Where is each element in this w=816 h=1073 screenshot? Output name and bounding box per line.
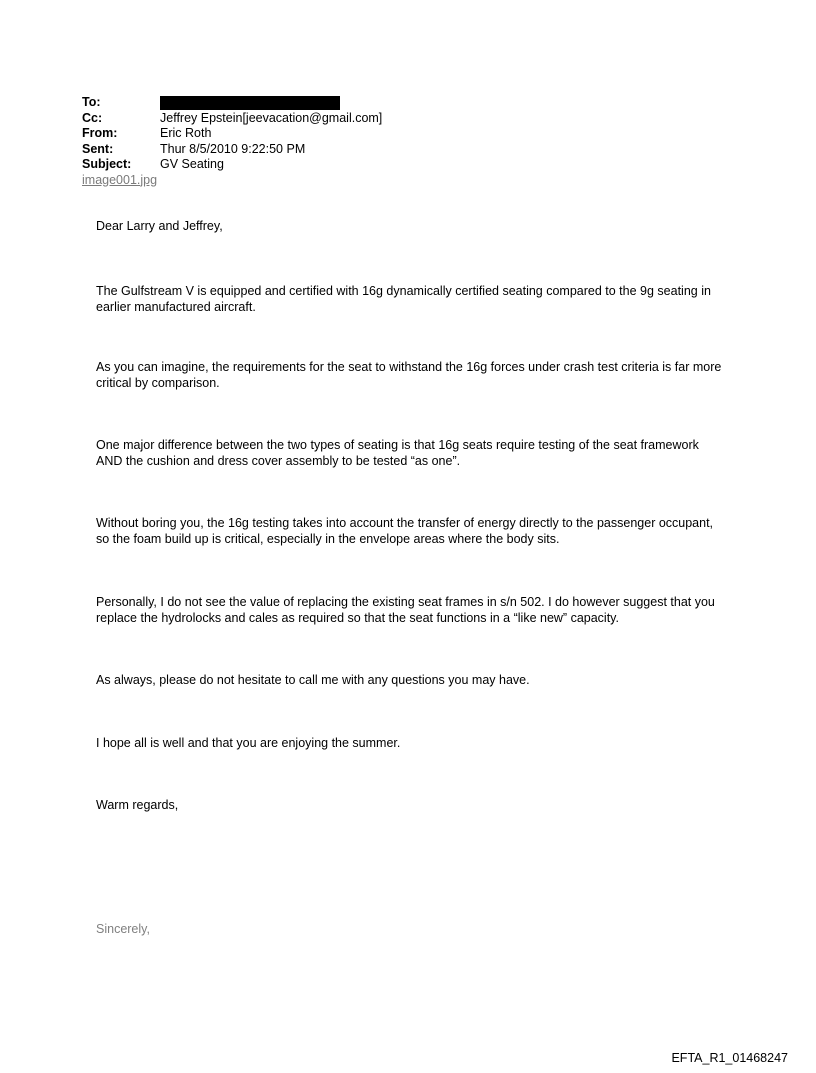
subject-value: GV Seating (160, 157, 224, 171)
subject-row (82, 157, 382, 173)
sent-label: Sent: (82, 141, 114, 156)
attachment-row (82, 173, 382, 189)
attachment-link[interactable]: image001.jpg (82, 172, 158, 187)
greeting: Dear Larry and Jeffrey, (96, 219, 223, 233)
body-paragraph-1: The Gulfstream V is equipped and certified with 16g dynamically certified seating compared to the 9g seating in earlier manufactured aircraft. (96, 284, 711, 314)
cc-row (82, 111, 382, 127)
redaction-block (160, 96, 340, 110)
signoff: Sincerely, (96, 922, 150, 936)
from-row (82, 126, 382, 142)
body-paragraph-7: I hope all is well and that you are enjoying the summer. (96, 736, 401, 750)
sent-value: Thur 8/5/2010 9:22:50 PM (160, 141, 306, 156)
to-row (82, 95, 382, 111)
body-paragraph-4: Without boring you, the 16g testing takes into account the transfer of energy directly to the passenger occupant, so the foam build up is critical, especially in the envelope areas where the body sits. (96, 516, 714, 546)
body-paragraph-3: One major difference between the two types of seating is that 16g seats require testing of the seat framework AND the cushion and dress cover assembly to be tested “as one”. (96, 438, 699, 468)
body-paragraph-5: Personally, I do not see the value of replacing the existing seat frames in s/n 502. I do however suggest that you replace the hydrolocks and cales as required so that the seat functions in a “like new” capacity. (96, 595, 715, 625)
to-label: To: (82, 95, 101, 109)
email-header (82, 95, 382, 188)
document-id: EFTA_R1_01468247 (671, 1051, 788, 1065)
body-paragraph-2: As you can imagine, the requirements for the seat to withstand the 16g forces under crash test criteria is far more critical by comparison. (96, 360, 722, 390)
from-value: Eric Roth (160, 126, 212, 140)
cc-label: Cc: (82, 110, 103, 125)
closing: Warm regards, (96, 798, 179, 812)
body-paragraph-6: As always, please do not hesitate to call me with any questions you may have. (96, 673, 530, 687)
sent-row (82, 142, 382, 158)
from-label: From: (82, 126, 118, 140)
cc-value: Jeffrey Epstein[jeevacation@gmail.com] (160, 110, 383, 125)
subject-label: Subject: (82, 157, 132, 171)
